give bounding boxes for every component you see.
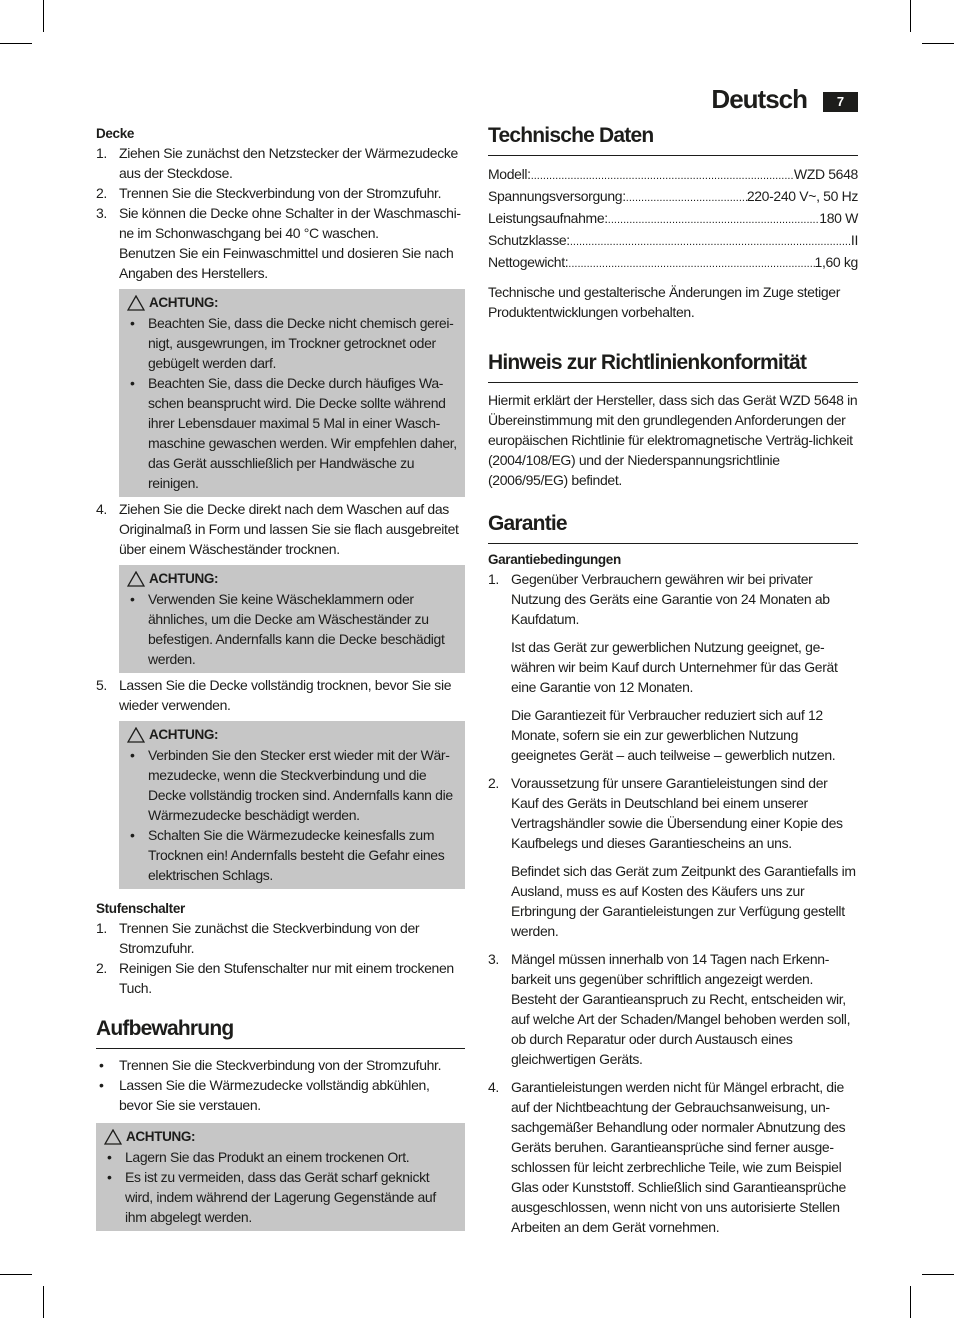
list-item: 4. Ziehen Sie die Decke direkt nach dem Waschen auf das Originalmaß in Form und lassen Sie sie flach ausgebreitet über einem Wäscheständer trocknen. bbox=[96, 501, 459, 557]
spec-row: Nettogewicht: ..... 1,60 kg bbox=[488, 252, 858, 274]
crop-mark bbox=[0, 43, 32, 44]
warning-item: • Verwenden Sie keine Wäscheklammern oder ähnliches, um die Decke am Wäscheständer zu befestigen. Andernfalls kann die Decke beschädigt werden. bbox=[125, 589, 459, 669]
list-item: • Trennen Sie die Steckverbindung von der Stromzufuhr. bbox=[96, 1055, 465, 1075]
list-item: 1. Ziehen Sie zunächst den Netzstecker der Wärmezudecke aus der Steckdose. bbox=[96, 145, 458, 181]
decke-steps bbox=[96, 143, 465, 283]
list-item: 1. Trennen Sie zunächst die Steckverbindung von der Stromzufuhr. bbox=[96, 920, 420, 956]
warranty-list bbox=[488, 569, 858, 1237]
right-column bbox=[488, 124, 858, 1237]
warning-title: ACHTUNG: bbox=[125, 569, 459, 589]
crop-mark bbox=[43, 0, 44, 32]
crop-mark bbox=[43, 1286, 44, 1318]
warning-item: • Es ist zu vermeiden, dass das Gerät scharf geknickt wird, indem während der Lagerung Gegenstände auf ihm abgelegt werden. bbox=[102, 1167, 459, 1227]
list-item: 3. Mängel müssen innerhalb von 14 Tagen nach Erkenn-barkeit uns gegenüber schriftlich angezeigt werden. Besteht der Garantieanspruch zu Recht, entscheiden wir, auf welche Art der Schaden/Mangel behoben werden soll, ob durch Reparatur oder durch Austausch eines gleichwertigen Geräts. bbox=[488, 951, 851, 1067]
list-item: 2. Reinigen Sie den Stufenschalter nur mit einem trockenen Tuch. bbox=[96, 960, 454, 996]
warning-triangle-icon bbox=[127, 295, 145, 311]
stufenschalter-steps bbox=[96, 918, 465, 998]
list-item: 5. Lassen Sie die Decke vollständig trocknen, bevor Sie sie wieder verwenden. bbox=[96, 677, 452, 713]
crop-mark bbox=[922, 1274, 954, 1275]
warning-triangle-icon bbox=[104, 1129, 122, 1145]
warning-item: • Lagern Sie das Produkt an einem trockenen Ort. bbox=[102, 1147, 459, 1167]
warning-title: ACHTUNG: bbox=[102, 1127, 459, 1147]
warning-item: • Verbinden Sie den Stecker erst wieder mit der Wär-mezudecke, wenn die Steckverbindung und die Decke vollständig trocken sind. Andernfalls kann die Wärmezudecke beschädigt werden. bbox=[125, 745, 459, 825]
section-heading: Technische Daten bbox=[488, 124, 858, 156]
warning-triangle-icon bbox=[127, 727, 145, 743]
section-subheading: Decke bbox=[96, 126, 135, 141]
warning-triangle-icon bbox=[127, 571, 145, 587]
spec-row: Schutzklasse: ..... II bbox=[488, 230, 858, 252]
spec-table bbox=[488, 164, 858, 274]
list-item: • Lassen Sie die Wärmezudecke vollständig abkühlen, bevor Sie sie verstauen. bbox=[96, 1075, 465, 1115]
spec-row: Spannungsversorgung: ..... 220-240 V~, 50 Hz bbox=[488, 186, 858, 208]
list-item: 2. Voraussetzung für unsere Garantieleistungen sind der Kauf des Geräts in Deutschland bei einem unserer Vertragshändler sowie die Übersendung einer Kopie des Kaufbelegs und dieses Garantiescheins an uns. bbox=[488, 775, 843, 851]
section-heading: Garantie bbox=[488, 512, 858, 544]
section-subheading: Garantiebedingungen bbox=[488, 552, 621, 567]
left-column bbox=[96, 124, 465, 1231]
decke-steps bbox=[96, 499, 465, 559]
warning-item: • Schalten Sie die Wärmezudecke keinesfalls zum Trocknen ein! Andernfalls besteht die Gefahr eines elektrischen Schlags. bbox=[125, 825, 459, 885]
crop-mark bbox=[0, 1274, 32, 1275]
aufbewahrung-list bbox=[96, 1055, 465, 1115]
list-paragraph: Die Garantiezeit für Verbraucher reduziert sich auf 12 Monate, sofern sie ein zur gewerblichen Nutzung geeignetes Gerät – auch teilweise – gewerblich nutzen. bbox=[511, 707, 836, 763]
list-item: 1. Gegenüber Verbrauchern gewähren wir bei privater Nutzung des Geräts eine Garantie von 24 Monaten ab Kaufdatum. bbox=[488, 571, 830, 627]
list-paragraph: Befindet sich das Gerät zum Zeitpunkt des Garantiefalls im Ausland, muss es auf Kosten des Käufers uns zur Erbringung der Garantieleistungen zur Verfügung gestellt werden. bbox=[511, 863, 856, 939]
page-number: 7 bbox=[823, 92, 858, 112]
section-heading: Hinweis zur Richtlinienkonformität bbox=[488, 351, 858, 383]
warning-item: • Beachten Sie, dass die Decke durch häufiges Wa-schen beansprucht wird. Die Decke sollte während ihrer Lebensdauer maximal 5 Mal in einer Wasch-maschine gewaschen werden. Wir empfehlen daher, das Gerät ausschließlich per Handwäsche zu reinigen. bbox=[125, 373, 459, 493]
warning-box bbox=[96, 1123, 465, 1231]
crop-mark bbox=[910, 0, 911, 32]
list-item: 2. Trennen Sie die Steckverbindung von der Stromzufuhr. bbox=[96, 185, 442, 201]
page-language-title: Deutsch bbox=[711, 84, 807, 114]
section-subheading: Stufenschalter bbox=[96, 901, 185, 916]
section-heading: Aufbewahrung bbox=[96, 1017, 465, 1049]
warning-box bbox=[119, 289, 465, 497]
warning-title: ACHTUNG: bbox=[125, 293, 459, 313]
spec-row: Modell: ..... WZD 5648 bbox=[488, 164, 858, 186]
list-item: 3. Sie können die Decke ohne Schalter in der Waschmaschi-ne im Schonwaschgang bei 40 °C waschen. Benutzen Sie ein Feinwaschmittel und dosieren Sie nach Angaben des Herstellers. bbox=[96, 205, 461, 281]
decke-steps bbox=[96, 675, 465, 715]
crop-mark bbox=[910, 1286, 911, 1318]
list-item: 4. Garantieleistungen werden nicht für Mängel erbracht, die auf der Nichtbeachtung der Gebrauchsanweisung, un-sachgemäßer Behandlung oder normaler Abnutzung des Geräts beruhen. Garantieansprüche sind ferner ausge-schlossen für leicht zerbrechliche Teile, wie zum Beispiel Glas oder Kunststoff. Schließlich sind Garantieansprüche ausgeschlossen, wenn nicht von uns autorisierte Stellen Arbeiten an dem Gerät vornehmen. bbox=[488, 1079, 846, 1235]
conformity-text: Hiermit erklärt der Hersteller, dass sich das Gerät WZD 5648 in Übereinstimmung mit den grundlegenden Anforderungen der europäischen Richtlinie für elektromagnetische Verträg-lichkeit (2004/108/EG) und der Niederspannungsrichtlinie (2006/95/EG) befindet. bbox=[488, 392, 858, 488]
warning-box bbox=[119, 565, 465, 673]
warning-box bbox=[119, 721, 465, 889]
warning-title: ACHTUNG: bbox=[125, 725, 459, 745]
crop-mark bbox=[922, 43, 954, 44]
list-paragraph: Ist das Gerät zur gewerblichen Nutzung geeignet, ge-währen wir beim Kauf durch Unternehmer für das Gerät eine Garantie von 12 Monaten. bbox=[511, 639, 838, 695]
warning-item: • Beachten Sie, dass die Decke nicht chemisch gerei-nigt, ausgewrungen, im Trockner getrocknet oder gebügelt werden darf. bbox=[125, 313, 459, 373]
spec-row: Leistungsaufnahme: ..... 180 W bbox=[488, 208, 858, 230]
spec-note: Technische und gestalterische Änderungen im Zuge stetiger Produktentwicklungen vorbehalten. bbox=[488, 284, 841, 320]
